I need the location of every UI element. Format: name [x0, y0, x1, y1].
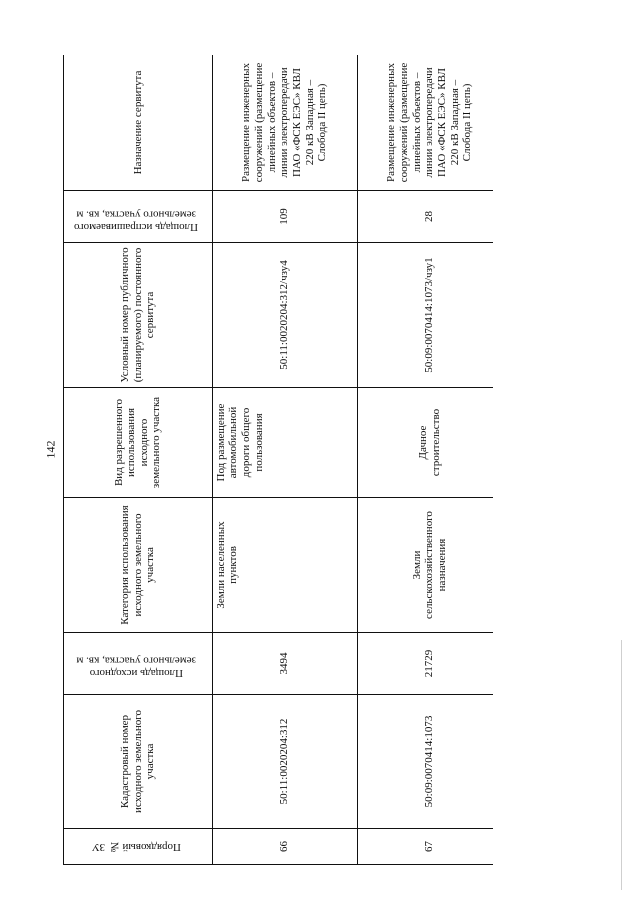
servitude-table	[63, 55, 493, 865]
cell-servitude-area: 109	[212, 191, 357, 243]
scan-artifact	[621, 640, 622, 890]
cell-permitted-use: Под размещение автомобильной дороги общего пользования	[212, 388, 357, 498]
header-area: Площадь исходного земельного участка, кв. м	[64, 633, 213, 695]
cell-area: 21729	[357, 633, 493, 695]
header-num: Порядковый № ЗУ	[64, 829, 213, 865]
cell-servitude-area: 28	[357, 191, 493, 243]
header-purpose: Назначение сервитута	[64, 55, 213, 191]
header-servitude-area: Площадь испрашиваемого земельного участка, кв. м	[64, 191, 213, 243]
cell-permitted-use: Дачное строительство	[357, 388, 493, 498]
header-permitted-use: Вид разрешенного использования исходного земельного участка	[64, 388, 213, 498]
header-cadastral: Кадастровый номер исходного земельного участка	[64, 695, 213, 829]
cell-servitude-number: 50:09:0070414:1073/чзу1	[357, 243, 493, 388]
cell-num: 66	[212, 829, 357, 865]
table-row	[357, 55, 493, 865]
cell-cadastral: 50:09:0070414:1073	[357, 695, 493, 829]
cell-cadastral: 50:11:0020204:312	[212, 695, 357, 829]
cell-servitude-number: 50:11:0020204:312/чзу4	[212, 243, 357, 388]
page-number: 142	[43, 440, 58, 459]
table-container	[63, 55, 493, 865]
cell-purpose: Размещение инженерных сооружений (размещение линейных объектов – линии электропередачи ПАО «ФСК ЕЭС» КВЛ 220 кВ Западная – Слобода II цепь)	[212, 55, 357, 191]
table-header-row	[64, 55, 213, 865]
cell-num: 67	[357, 829, 493, 865]
header-category: Категория использования исходного земельного участка	[64, 498, 213, 633]
cell-category: Земли населенных пунктов	[212, 498, 357, 633]
cell-category: Земли сельскохозяйственного назначения	[357, 498, 493, 633]
table-row	[212, 55, 357, 865]
cell-area: 3494	[212, 633, 357, 695]
header-servitude-number: Условный номер публичного (планируемого) постоянного сервитута	[64, 243, 213, 388]
cell-purpose: Размещение инженерных сооружений (размещение линейных объектов – линии электропередачи ПАО «ФСК ЕЭС» КВЛ 220 кВ Западная – Слобода II цепь)	[357, 55, 493, 191]
